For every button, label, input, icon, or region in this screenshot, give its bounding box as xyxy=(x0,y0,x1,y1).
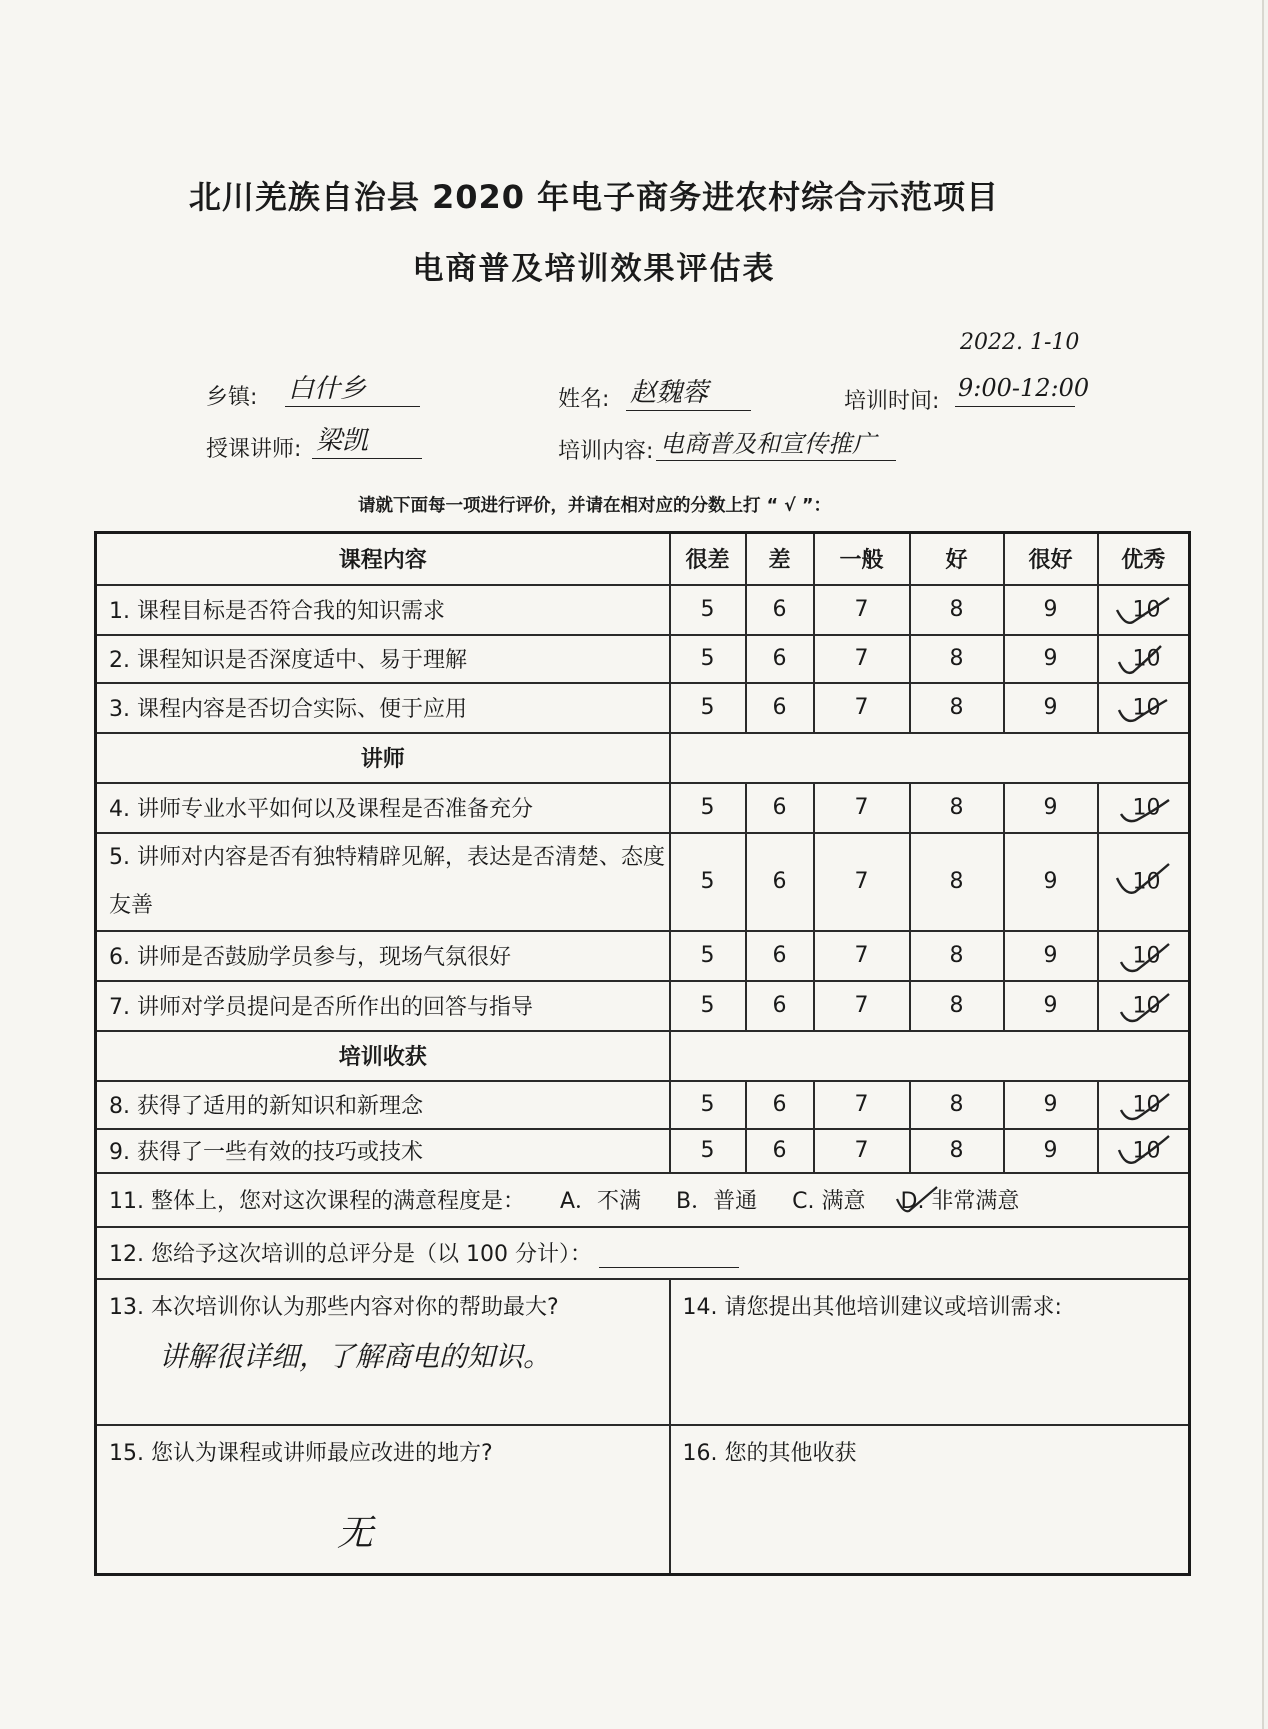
checkmark-icon xyxy=(1111,1088,1173,1128)
score-9[interactable]: 9 xyxy=(1004,1129,1098,1173)
q12-row xyxy=(96,1227,1190,1279)
content-label: 培训内容: xyxy=(558,439,654,464)
township-label: 乡镇: xyxy=(206,385,258,410)
table-row xyxy=(96,833,1190,931)
checkmark-icon xyxy=(1111,988,1173,1028)
score-9[interactable]: 9 xyxy=(1004,585,1098,635)
score-10-value: 10 xyxy=(1132,646,1161,671)
q15-q16-row xyxy=(96,1425,1190,1575)
score-9[interactable]: 9 xyxy=(1004,981,1098,1031)
score-10-checked[interactable] xyxy=(1098,1129,1190,1173)
score-10-checked[interactable] xyxy=(1098,981,1190,1031)
score-8[interactable]: 8 xyxy=(910,783,1004,833)
score-6[interactable]: 6 xyxy=(746,635,814,683)
q13-q14-row xyxy=(96,1279,1190,1425)
score-9[interactable]: 9 xyxy=(1004,931,1098,981)
question-7: 7. 讲师对学员提问是否所作出的回答与指导 xyxy=(96,981,670,1031)
q13-cell xyxy=(96,1279,670,1425)
question-8: 8. 获得了适用的新知识和新理念 xyxy=(96,1081,670,1129)
q15-text: 15. 您认为课程或讲师最应改进的地方? xyxy=(109,1440,493,1466)
score-5[interactable]: 5 xyxy=(670,635,746,683)
score-5[interactable]: 5 xyxy=(670,585,746,635)
score-5[interactable]: 5 xyxy=(670,1129,746,1173)
score-10-checked[interactable] xyxy=(1098,783,1190,833)
table-row xyxy=(96,783,1190,833)
score-5[interactable]: 5 xyxy=(670,931,746,981)
checkmark-icon xyxy=(1111,642,1173,682)
score-7[interactable]: 7 xyxy=(814,585,910,635)
score-8[interactable]: 8 xyxy=(910,1081,1004,1129)
name-value: 赵魏蓉 xyxy=(630,378,709,408)
question-2: 2. 课程知识是否深度适中、易于理解 xyxy=(96,635,670,683)
header-good: 好 xyxy=(910,533,1004,585)
score-9[interactable]: 9 xyxy=(1004,683,1098,733)
score-9[interactable]: 9 xyxy=(1004,783,1098,833)
evaluation-table xyxy=(94,531,1191,1576)
question-3: 3. 课程内容是否切合实际、便于应用 xyxy=(96,683,670,733)
score-5[interactable]: 5 xyxy=(670,833,746,931)
q11-text: 11. 整体上，您对这次课程的满意程度是： xyxy=(109,1189,525,1214)
score-8[interactable]: 8 xyxy=(910,1129,1004,1173)
score-10-value: 10 xyxy=(1132,869,1161,894)
table-row xyxy=(96,585,1190,635)
header-excellent: 优秀 xyxy=(1098,533,1190,585)
checkmark-icon xyxy=(1111,790,1173,830)
q12-text: 12. 您给予这次培训的总评分是（以 100 分计）： xyxy=(109,1242,592,1267)
table-row xyxy=(96,1081,1190,1129)
section-row-lecturer xyxy=(96,733,1190,783)
name-label: 姓名: xyxy=(558,387,610,412)
score-7[interactable]: 7 xyxy=(814,1081,910,1129)
score-6[interactable]: 6 xyxy=(746,1081,814,1129)
score-9[interactable]: 9 xyxy=(1004,833,1098,931)
header-poor: 差 xyxy=(746,533,814,585)
time-underline xyxy=(955,406,1075,407)
score-8[interactable]: 8 xyxy=(910,585,1004,635)
q11-row xyxy=(96,1173,1190,1227)
q12-cell xyxy=(96,1227,1190,1279)
question-4: 4. 讲师专业水平如何以及课程是否准备充分 xyxy=(96,783,670,833)
score-10-value: 10 xyxy=(1132,795,1161,820)
lecturer-value: 梁凯 xyxy=(316,426,369,456)
q14-cell xyxy=(670,1279,1190,1425)
score-10-value: 10 xyxy=(1132,943,1161,968)
checkmark-icon xyxy=(1111,592,1173,632)
score-5[interactable]: 5 xyxy=(670,683,746,733)
score-10-value: 10 xyxy=(1132,597,1161,622)
q13-text: 13. 本次培训你认为那些内容对你的帮助最大? xyxy=(109,1294,559,1320)
instruction-text: 请就下面每一项进行评价，并请在相对应的分数上打 “ √ ”： xyxy=(358,496,831,516)
score-10-value: 10 xyxy=(1132,1138,1161,1163)
score-10-checked[interactable] xyxy=(1098,931,1190,981)
score-5[interactable]: 5 xyxy=(670,783,746,833)
score-9[interactable]: 9 xyxy=(1004,1081,1098,1129)
lecturer-underline xyxy=(312,458,422,459)
score-10-value: 10 xyxy=(1132,993,1161,1018)
township-value: 白什乡 xyxy=(288,374,367,404)
checkmark-icon xyxy=(1111,860,1173,900)
score-5[interactable]: 5 xyxy=(670,981,746,1031)
score-7[interactable]: 7 xyxy=(814,833,910,931)
option-b[interactable]: B．普通 xyxy=(676,1189,758,1214)
q15-cell xyxy=(96,1425,670,1575)
section-row-gain xyxy=(96,1031,1190,1081)
checkmark-icon xyxy=(1111,1132,1173,1172)
question-6: 6. 讲师是否鼓励学员参与，现场气氛很好 xyxy=(96,931,670,981)
score-9[interactable]: 9 xyxy=(1004,635,1098,683)
option-d-label: D. 非常满意 xyxy=(900,1189,1020,1214)
q15-answer: 无 xyxy=(337,1512,374,1554)
question-9: 9. 获得了一些有效的技巧或技术 xyxy=(96,1129,670,1173)
score-7[interactable]: 7 xyxy=(814,1129,910,1173)
checkmark-icon xyxy=(1111,938,1173,978)
header-average: 一般 xyxy=(814,533,910,585)
option-d-checked[interactable] xyxy=(901,1189,1020,1214)
header-very-poor: 很差 xyxy=(670,533,746,585)
question-5: 5. 讲师对内容是否有独特精辟见解，表达是否清楚、态度友善 xyxy=(96,833,670,931)
section-blank xyxy=(670,733,1190,783)
township-underline xyxy=(285,406,420,407)
score-8[interactable]: 8 xyxy=(910,683,1004,733)
option-c[interactable]: C. 满意 xyxy=(792,1189,866,1214)
header-very-good: 很好 xyxy=(1004,533,1098,585)
score-6[interactable]: 6 xyxy=(746,585,814,635)
score-6[interactable]: 6 xyxy=(746,833,814,931)
score-8[interactable]: 8 xyxy=(910,833,1004,931)
checkmark-icon xyxy=(1111,690,1173,730)
lecturer-label: 授课讲师: xyxy=(206,437,302,462)
score-7[interactable]: 7 xyxy=(814,783,910,833)
score-6[interactable]: 6 xyxy=(746,931,814,981)
table-row xyxy=(96,683,1190,733)
score-10-value: 10 xyxy=(1132,695,1161,720)
score-5[interactable]: 5 xyxy=(670,1081,746,1129)
checkmark-icon xyxy=(893,1183,941,1219)
table-row xyxy=(96,635,1190,683)
title-line-2: 电商普及培训效果评估表 xyxy=(412,251,776,287)
table-row xyxy=(96,1129,1190,1173)
name-underline xyxy=(626,410,751,411)
score-7[interactable]: 7 xyxy=(814,683,910,733)
score-7[interactable]: 7 xyxy=(814,931,910,981)
table-row xyxy=(96,981,1190,1031)
score-7[interactable]: 7 xyxy=(814,635,910,683)
section-lecturer: 讲师 xyxy=(96,733,670,783)
score-10-checked[interactable] xyxy=(1098,683,1190,733)
section-gain: 培训收获 xyxy=(96,1031,670,1081)
score-8[interactable]: 8 xyxy=(910,635,1004,683)
option-a[interactable]: A．不满 xyxy=(559,1189,642,1214)
total-score-input[interactable] xyxy=(599,1245,739,1268)
q16-cell xyxy=(670,1425,1190,1575)
date-handwritten: 2022. 1-10 xyxy=(960,330,1080,355)
time-label: 培训时间: xyxy=(844,389,940,414)
score-6[interactable]: 6 xyxy=(746,981,814,1031)
header-course: 课程内容 xyxy=(96,533,670,585)
time-value: 9:00-12:00 xyxy=(958,374,1090,402)
score-10-value: 10 xyxy=(1132,1092,1161,1117)
score-10-checked[interactable] xyxy=(1098,635,1190,683)
score-6[interactable]: 6 xyxy=(746,1129,814,1173)
score-10-checked[interactable] xyxy=(1098,585,1190,635)
q11-cell xyxy=(96,1173,1190,1227)
q14-text: 14. 请您提出其他培训建议或培训需求: xyxy=(682,1294,1062,1320)
section-blank xyxy=(670,1031,1190,1081)
q16-text: 16. 您的其他收获 xyxy=(682,1440,857,1466)
score-8[interactable]: 8 xyxy=(910,981,1004,1031)
content-underline xyxy=(656,460,896,461)
table-header-row xyxy=(96,533,1190,585)
score-8[interactable]: 8 xyxy=(910,931,1004,981)
score-10-checked[interactable] xyxy=(1098,1081,1190,1129)
question-1: 1. 课程目标是否符合我的知识需求 xyxy=(96,585,670,635)
score-7[interactable]: 7 xyxy=(814,981,910,1031)
table-row xyxy=(96,931,1190,981)
title-line-1: 北川羌族自治县 2020 年电子商务进农村综合示范项目 xyxy=(188,178,1000,216)
q13-answer: 讲解很详细，了解商电的知识。 xyxy=(159,1339,552,1373)
score-10-checked[interactable] xyxy=(1098,833,1190,931)
content-value: 电商普及和宣传推广 xyxy=(660,430,876,458)
score-6[interactable]: 6 xyxy=(746,683,814,733)
score-6[interactable]: 6 xyxy=(746,783,814,833)
